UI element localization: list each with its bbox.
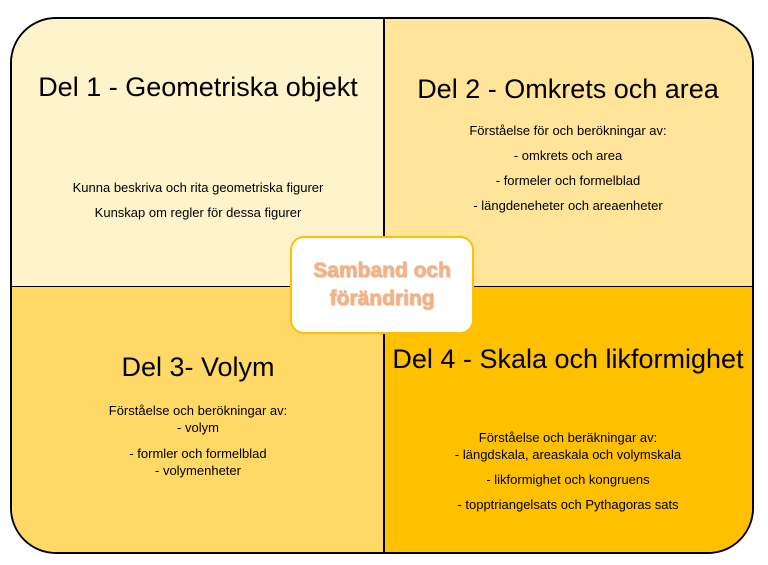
quadrant-2-item: - formeler och formelblad <box>495 173 641 188</box>
quadrant-3-item: Förståelse och berökningar av: <box>108 403 288 418</box>
quadrant-1-item: Kunskap om regler för dessa figurer <box>94 205 302 220</box>
quadrant-3-item: - volym <box>177 420 219 435</box>
quadrant-3-item: - volymenheter <box>155 463 241 478</box>
center-label-box <box>290 236 474 334</box>
quadrant-4-item: - likformighet och kongruens <box>486 472 650 487</box>
quadrant-4-items <box>384 429 752 513</box>
quadrant-2-items <box>384 122 752 222</box>
quadrant-4-item: Förståelse och beräkningar av: <box>478 430 658 445</box>
quadrant-4-item: - topptriangelsats och Pythagoras sats <box>457 497 679 512</box>
quadrant-3-items <box>12 402 384 479</box>
quadrant-4-title: Del 4 - Skala och likformighet <box>392 344 744 374</box>
quadrant-3-title: Del 3- Volym <box>121 352 275 382</box>
quadrant-1-title: Del 1 - Geometriska objekt <box>38 72 358 102</box>
quadrant-2-item: Förståelse för och berökningar av: <box>469 123 667 138</box>
quadrant-4-item: - längdskala, areaskala och volymskala <box>454 447 682 462</box>
quadrant-3-item: - formler och formelblad <box>129 446 267 461</box>
quadrant-2-item: - omkrets och area <box>513 148 623 163</box>
quadrant-1-item: Kunna beskriva och rita geometriska figurer <box>72 180 324 195</box>
quadrant-1-items <box>12 179 384 229</box>
center-label: Samband och förändring <box>313 259 451 310</box>
quadrant-2-item: - längdeneheter och areaenheter <box>473 198 663 213</box>
quadrant-2-title: Del 2 - Omkrets och area <box>417 74 719 104</box>
